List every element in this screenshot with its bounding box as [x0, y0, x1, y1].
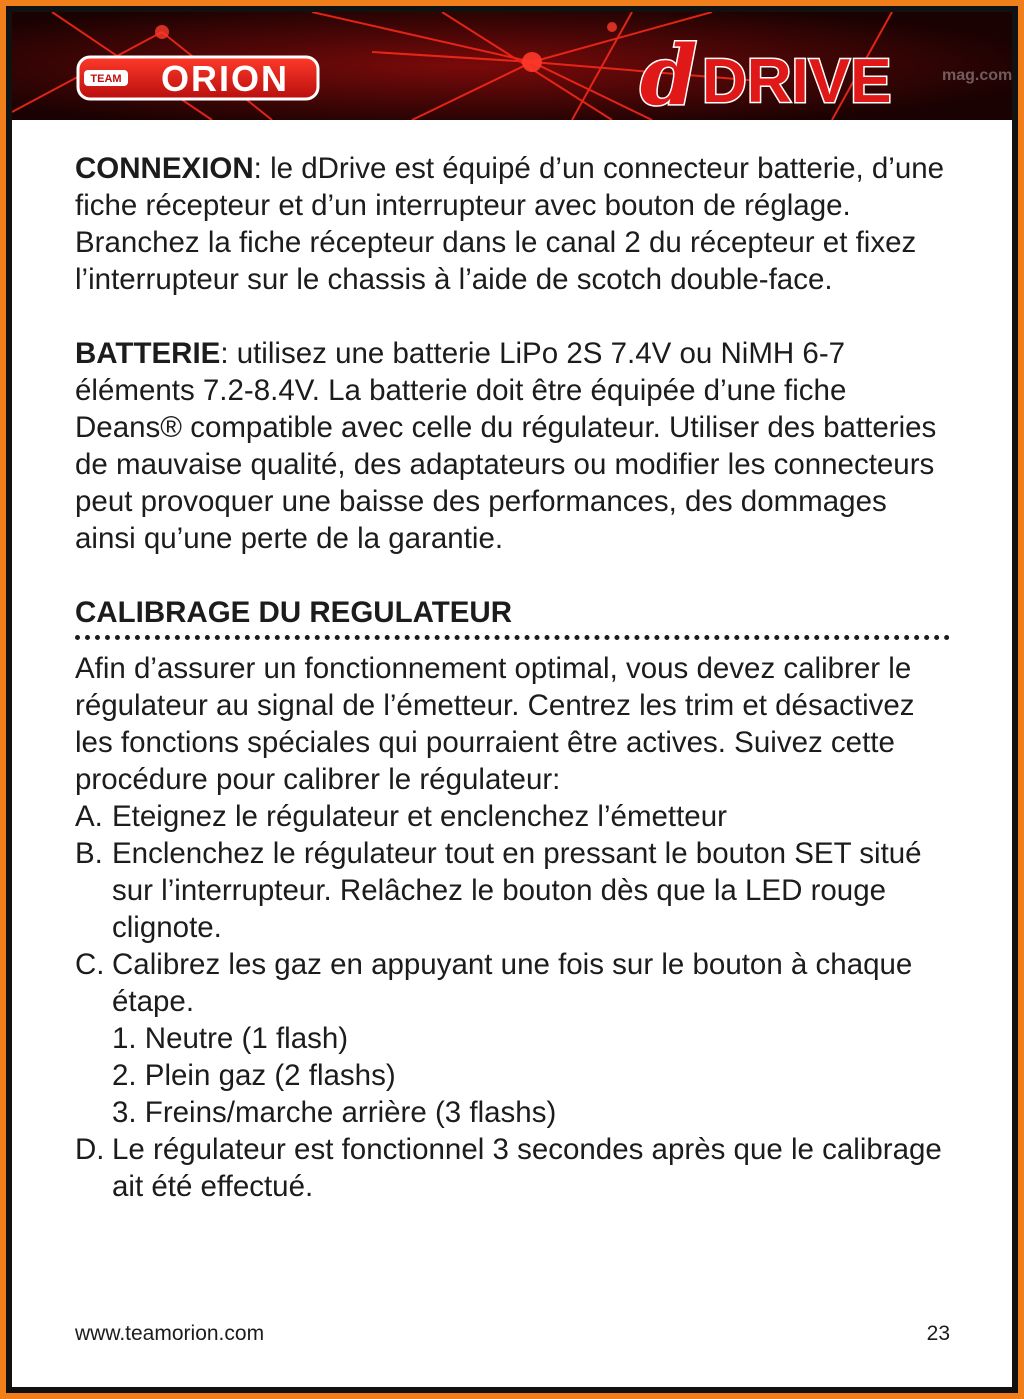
header-graphic — [12, 12, 1012, 120]
logo-drive-text: DRIVE — [702, 47, 892, 116]
step-letter: C. — [75, 948, 105, 981]
connexion-text: : le dDrive est équipé d’un connecteur batterie, d’une fiche récepteur et d’un interrupteur avec bouton de réglage. Branchez la fiche récepteur dans le canal 2 du récepteur et fixez l’interrupteur sur le chassis à l’aide de scotch double-face. — [75, 152, 945, 296]
calibrage-substeps — [112, 1020, 955, 1131]
calibrage-intro: Afin d’assurer un fonctionnement optimal, vous devez calibrer le régulateur au signal de l’émetteur. Centrez les trim et désactivez les fonctions spéciales qui pourraient être actives. Suivez cette procédure pour calibrer le régulateur: — [75, 652, 915, 796]
logo-d-letter: d — [640, 28, 698, 120]
logo-orion-text: ORION — [160, 58, 290, 99]
logo-team-text: TEAM — [90, 73, 122, 85]
substep-item: 2. Plein gaz (2 flashs) — [112, 1059, 396, 1092]
substep-item: 1. Neutre (1 flash) — [112, 1022, 349, 1055]
calibrage-steps — [75, 798, 955, 1205]
watermark-text: mag.com — [942, 67, 1012, 84]
footer-url: www.teamorion.com — [75, 1322, 265, 1345]
batterie-paragraph — [75, 335, 955, 557]
list-item — [75, 946, 955, 1131]
step-text: Enclenchez le régulateur tout en pressant le bouton SET situé sur l’interrupteur. Relâchez le bouton dès que la LED rouge clignote. — [112, 837, 922, 944]
content — [75, 150, 955, 1205]
step-letter: D. — [75, 1133, 105, 1166]
connexion-paragraph — [75, 150, 955, 298]
page-number: 23 — [926, 1322, 950, 1345]
step-letter: A. — [75, 800, 103, 833]
team-orion-logo — [78, 57, 318, 99]
connexion-label: CONNEXION — [75, 152, 254, 185]
list-item — [75, 835, 955, 946]
calibrage-body — [75, 650, 955, 1205]
list-item — [75, 1131, 955, 1205]
header-banner — [12, 12, 1012, 120]
dotted-divider — [75, 635, 950, 640]
step-text: Eteignez le régulateur et enclenchez l’émetteur — [112, 800, 727, 833]
calibrage-title: CALIBRAGE DU REGULATEUR — [75, 596, 513, 629]
list-item — [75, 798, 955, 835]
batterie-text: : utilisez une batterie LiPo 2S 7.4V ou NiMH 6-7 éléments 7.2-8.4V. La batterie doit être équipée d’une fiche Deans® compatible avec celle du régulateur. Utiliser des batteries de mauvaise qualité, des adaptateurs ou modifier les connecteurs peut provoquer une baisse des performances, des dommages ainsi qu’une perte de la garantie. — [75, 337, 937, 555]
step-text: Le régulateur est fonctionnel 3 secondes après que le calibrage ait été effectué. — [112, 1133, 942, 1203]
step-text: Calibrez les gaz en appuyant une fois sur le bouton à chaque étape. — [112, 948, 913, 1018]
batterie-label: BATTERIE — [75, 337, 221, 370]
step-letter: B. — [75, 837, 103, 870]
substep-item: 3. Freins/marche arrière (3 flashs) — [112, 1096, 557, 1129]
